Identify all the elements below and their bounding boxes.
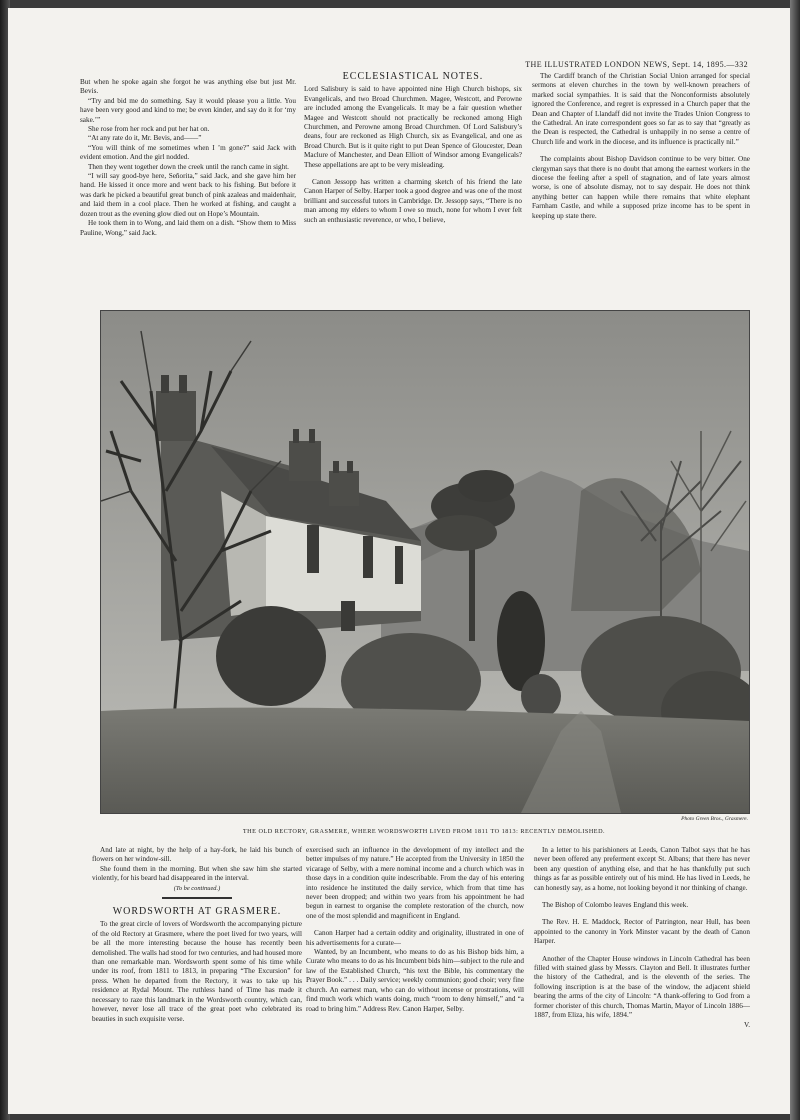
paragraph: She rose from her rock and put her hat on.: [88, 125, 210, 134]
ecclesiastical-notes-column: [304, 72, 522, 225]
paragraph: The Bishop of Colombo leaves England this week.: [542, 901, 689, 910]
paragraph: Lord Salisbury is said to have appointed nine High Church bishops, six Evangelicals, and two Broad Churchmen. Magee, Westcott, and Perowne are included among the Evangelicals. It may be a fair question whether Magee and Westcott should not practically be reckoned among High Churchmen, and Perowne among Broad Churchmen. Of Lord Salisbury’s deans, four are reckoned as High Church, six as Evangelical, and one as Broad Church. But is it quite right to put Dean Spence of Gloucester, Dean Maclure of Manchester, and Dean Elliott of Windsor among Evangelicals? These appellations are apt to be very misleading.: [304, 85, 522, 169]
page-edge-shadow: [790, 0, 800, 1120]
paragraph: He took them in to Wong, and laid them on a dish. “Show them to Miss Pauline, Wong,” said Jack.: [80, 219, 296, 237]
newspaper-page: [8, 8, 790, 1114]
rectory-photograph: [100, 310, 750, 814]
paragraph: But when he spoke again she forgot he was anything else but just Mr. Bevis.: [80, 78, 296, 96]
notes-column-right: [532, 72, 750, 221]
paragraph: “You will think of me sometimes when I ’m gone?” said Jack with evident emotion. And the girl nodded.: [80, 143, 296, 162]
paragraph: In a letter to his parishioners at Leeds, Canon Talbot says that he has never been offered any preferment except St. Albans; that there has never been any question of anything else, and that he has thankfully put such things as far as possible entirely out of his mind. He has lived in Leeds, he can honestly say, as a home, not looking beyond it nor thinking of change.: [534, 846, 750, 892]
paragraph: And late at night, by the help of a hay-fork, he laid his bunch of flowers on her window-sill.: [92, 846, 302, 864]
author-signature: V.: [743, 1020, 750, 1029]
paragraph: “At any rate do it, Mr. Bevis, and——”: [88, 134, 202, 143]
paragraph: Wanted, by an Incumbent, who means to do as his Bishop bids him, a Curate who means to do as his Incumbent bids him—subject to the rule and law of the Established Church, “his text the Bible, his commentary the Prayer Book.” . . . Daily service; weekly communion; good choir; very fine church. An earnest man, who can do without incense or prostrations, will find much work which wants doing, much “room to deny himself,” and “a road to bring him.” Address Rev. Canon Harper, Selby.: [306, 948, 524, 1013]
paragraph: She found them in the morning. But when she saw him she started violently, for his beard had disappeared in the interval.: [92, 864, 302, 883]
paragraph: The Rev. H. E. Maddock, Rector of Patrington, near Hull, has been appointed to the canonry in York Minster vacant by the death of Canon Harper.: [534, 918, 750, 946]
rectory-engraving: [101, 311, 749, 813]
paragraph: To the great circle of lovers of Wordsworth the accompanying picture of the old Rectory at Grasmere, where the poet lived for two years, will be all the more interesting because the house has recently been demolished. The walls had stood for two centuries, and had housed more than one remarkable man. Wordsworth spent some of his time while under its roof, from 1811 to 1813, in preparing “The Excursion” for press. When he departed from the Rectory, it was to take up his residence at Rydal Mount. The ruthless hand of Time has made it necessary to raze this landmark in the Wordsworth country, which can, however, never lose all trace of the great poet who celebrated its beauties in such exquisite verse.: [92, 920, 302, 1023]
to-be-continued: (To be continued.): [173, 884, 221, 892]
story-column-top: [80, 78, 296, 238]
article-title: WORDSWORTH AT GRASMERE.: [112, 906, 282, 918]
paragraph: “I will say good-bye here, Señorita,” said Jack, and she gave him her hand. He kissed it once more and went back to his fishing. But before it was dark he picked a beautiful great bunch of pink azaleas and maidenhair, and laid them in a cool place. Then he worked at fishing, and caught a dozen trout as the evening glow died out on Hope’s Mountain.: [80, 172, 296, 218]
photo-caption: THE OLD RECTORY, GRASMERE, WHERE WORDSWORTH LIVED FROM 1811 TO 1813: RECENTLY DEMOLISHED.: [242, 828, 606, 835]
running-header: THE ILLUSTRATED LONDON NEWS, Sept. 14, 1895.—332: [525, 60, 748, 69]
photo-credit: Photo Green Bros., Grasmere.: [681, 816, 748, 822]
story-continuation-column: [92, 846, 302, 1024]
church-news-column: [534, 846, 750, 1030]
paragraph: Canon Jessopp has written a charming sketch of his friend the late Canon Harper of Selby. Harper took a good degree and was one of the most brilliant and successful tutors in Cambridge. Dr. Jessopp says, “There is no man among my elders to whom I owe so much, none for whom I ever felt such an enthusiastic reverence, or who, I believe,: [304, 178, 522, 224]
paragraph: exercised such an influence in the development of my intellect and the better impulses of my nature.” He accepted from the University in 1850 the vicarage of Selby, with a mere nominal income and a church which was in those days in a condition quite indescribable. From the day of his entering into residence he instituted the daily service, which from that time has never been dropped; and within two years from his appointment he had begun in earnest to organise the complete restoration of the church, now one of the most splendid and magnificent in England.: [306, 846, 524, 920]
harper-column: [306, 846, 524, 1014]
paragraph: The complaints about Bishop Davidson continue to be very bitter. One clergyman says that there is no doubt that among the earnest workers in the diocese the feeling after a spell of stagnation, and of late years almost worse, is one of absolute dismay, not to say despair. He does not think anything better can happen while there remains that white elephant Farnham Castle, and while a supposed prize income has to be spent in keeping up state there.: [532, 155, 750, 220]
paragraph: Another of the Chapter House windows in Lincoln Cathedral has been filled with stained glass by Messrs. Clayton and Bell. It illustrates further the history of the Cathedral, and is the eleventh of the series. The following inscription is at the base of the window, the adjacent shield bearing the arms of the city of Lincoln: “A thank-offering to God from a former chorister of this church, Thomas Martin, Mayor of Lincoln 1886—1887, from Eliza, his wife, 1894.”: [534, 954, 750, 1020]
paragraph: Canon Harper had a certain oddity and originality, illustrated in one of his advertisements for a curate—: [306, 929, 524, 947]
paragraph: The Cardiff branch of the Christian Social Union arranged for special sermons at eleven churches in the town by well-known preachers of marked social sympathies. It is said that the Nonconformists absolutely ignored the Conference, and regret is expressed in a Church paper that the Dean and Chapter of Llandaff did not invite the Trades Union Congress to the Cathedral. An irate correspondent goes so far as to say that “greatly as the Dean is respected, the Cathedral is unhappily in no sense a centre of Church life and work in the diocese, and its influence is practically nil.”: [532, 72, 750, 146]
section-divider: [162, 897, 232, 899]
paragraph: Then they went together down the creek until the ranch came in sight.: [88, 162, 289, 171]
paragraph: “Try and bid me do something. Say it would please you a little. You have been very good and kind to me; be even kinder, and say do it for ‘my sake.’”: [80, 96, 296, 124]
section-title: ECCLESIASTICAL NOTES.: [342, 71, 484, 82]
